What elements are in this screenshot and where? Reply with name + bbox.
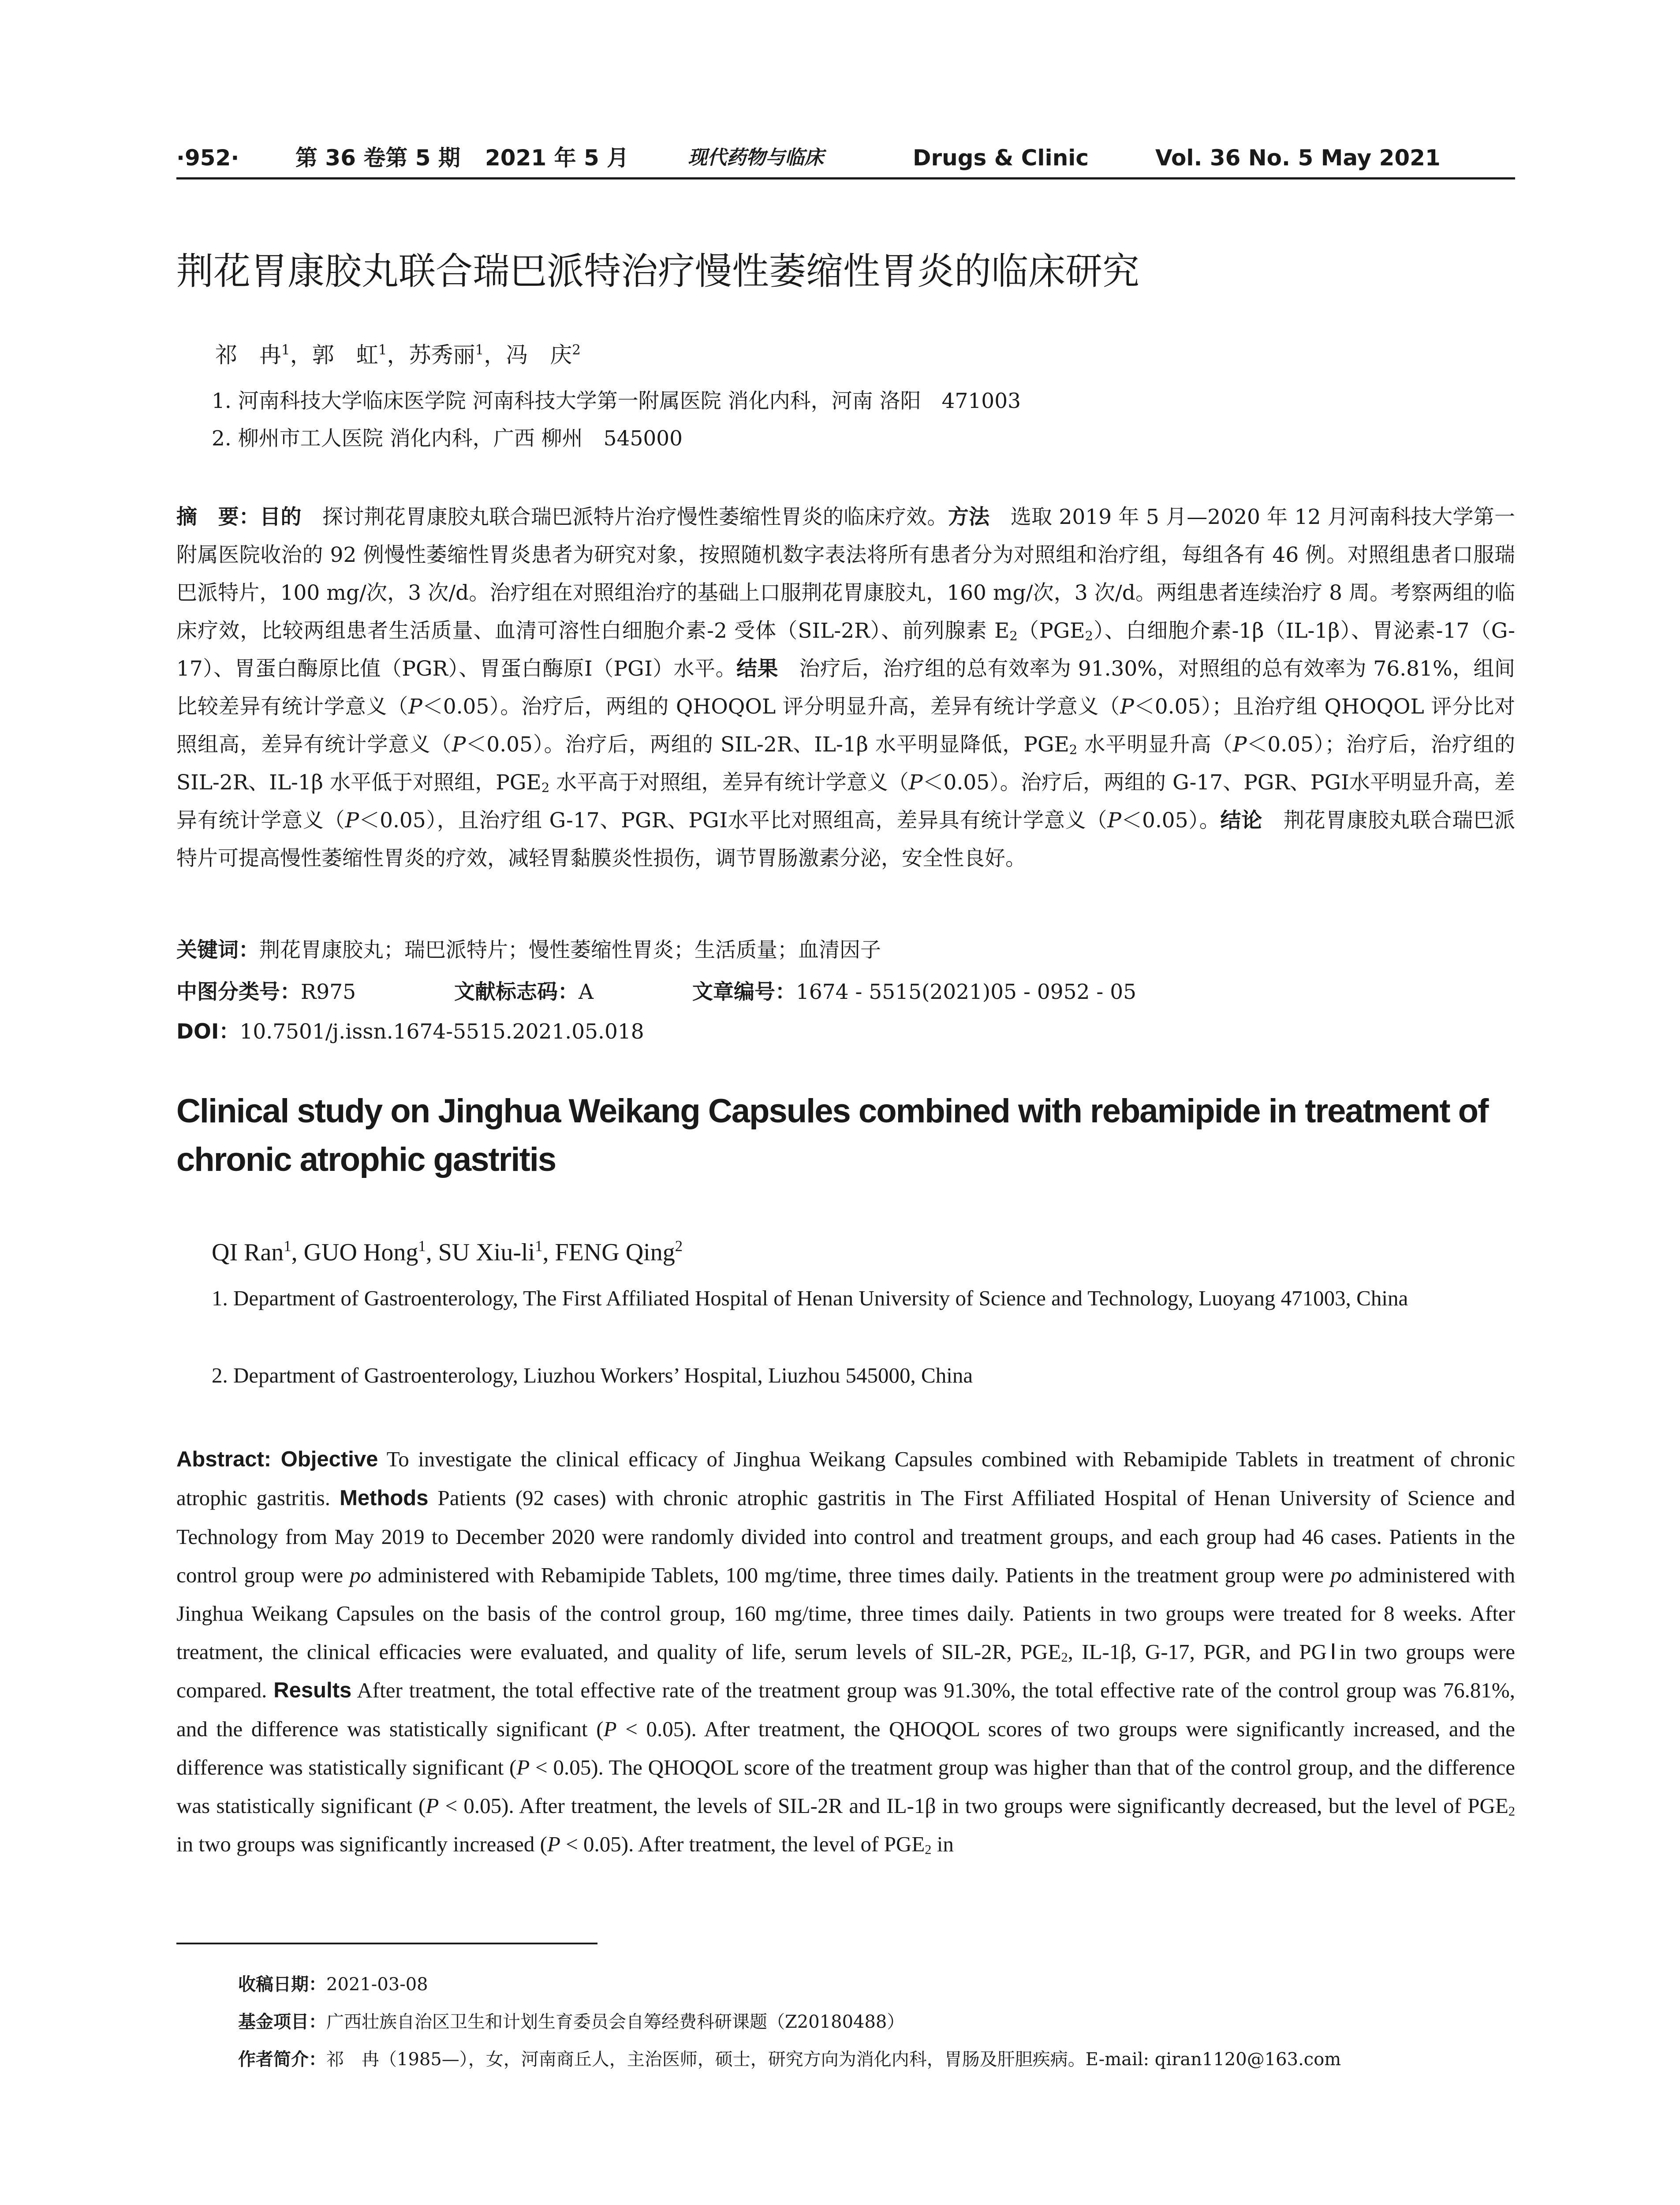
p-value-symbol: P (426, 1794, 439, 1818)
results-text: < 0.05). After treatment, the level of PGE (560, 1832, 925, 1856)
header-volume-en: Vol. 36 No. 5 May 2021 (1155, 145, 1441, 171)
footnote-fund (238, 2004, 904, 2040)
title-en: Clinical study on Jinghua Weikang Capsules combined with rebamipide in treatment of chronic atrophic gastritis (176, 1092, 1488, 1178)
author-affil-mark: 2 (572, 342, 581, 358)
results-text: 水平明显升高（ (1077, 733, 1233, 757)
results-text: in two groups was significantly increased ( (176, 1832, 547, 1856)
title-cn: 荆花胃康胶丸联合瑞巴派特治疗慢性萎缩性胃炎的临床研究 (176, 250, 1140, 293)
header-journal-en: Drugs & Clinic (913, 145, 1089, 171)
methods-text: administered with Rebamipide Tablets, 100 mg/time, three times daily. Patients in the treatment group were (371, 1563, 1331, 1587)
author-affil-mark: 1 (281, 342, 290, 358)
results-text: ＜0.05）。治疗后，两组的 G-17、PGR、PGⅠ水平明显升高，差异有统计学意义（ (176, 770, 1515, 833)
results-text: ＜0.05）；且治疗组 QHOQOL 评分比对照组高，差异有统计学意义（ (176, 695, 1516, 757)
author-name: ，苏秀丽 (387, 342, 475, 368)
clc-value: R975 (301, 980, 356, 1004)
p-value-symbol: P (1232, 733, 1247, 757)
results-text: < 0.05). The QHOQOL score of the treatment group was higher than that of the control group, and the difference was statistically significant ( (176, 1755, 1515, 1818)
p-value-symbol: P (908, 770, 923, 795)
subscript: 2 (1069, 742, 1078, 757)
results-text: < 0.05). After treatment, the QHOQOL scores of two groups were significantly increased, and the difference was statistically significant ( (176, 1717, 1515, 1779)
affiliation-en-2: 2. Department of Gastroenterology, Liuzhou Workers’ Hospital, Liuzhou 545000, China (212, 1363, 973, 1387)
results-text: 水平高于对照组，差异有统计学意义（ (549, 770, 909, 795)
results-text: < 0.05). After treatment, the levels of SIL-2R and IL-1β in two groups were significantly decreased, but the level of PGE (439, 1794, 1508, 1818)
author-affil-mark: 1 (284, 1237, 291, 1255)
authors-cn (215, 337, 581, 373)
header-rule (176, 177, 1515, 179)
p-value-symbol: P (603, 1717, 617, 1741)
conclusion-label: 结论 (1220, 808, 1263, 833)
results-text: ＜0.05）。 (1121, 808, 1221, 833)
subscript: 2 (1508, 1804, 1515, 1819)
clc-label: 中图分类号： (176, 980, 301, 1004)
doi-label: DOI： (176, 1020, 240, 1044)
p-value-symbol: P (1120, 695, 1134, 719)
doi-line (176, 1014, 644, 1050)
per-os-term: po (349, 1563, 371, 1587)
methods-label: Methods (340, 1486, 429, 1510)
affiliation-cn-2: 2. 柳州市工人医院 消化内科，广西 柳州 545000 (212, 426, 683, 451)
results-text: ＜0.05），且治疗组 G-17、PGR、PGⅠ水平比对照组高，差异具有统计学意义（ (359, 808, 1108, 833)
results-text: ＜0.05）；治疗后，治疗组的 SIL-2R、IL-1β 水平低于对照组，PGE (176, 733, 1515, 795)
author-affil-mark: 2 (675, 1237, 683, 1255)
methods-text: （PGE (1017, 619, 1085, 643)
methods-text: , IL-1β, G-17, PGR, and PGⅠin two groups were compared. (176, 1640, 1515, 1702)
affiliation-cn-1: 1. 河南科技大学临床医学院 河南科技大学第一附属医院 消化内科，河南 洛阳 471003 (212, 389, 1021, 413)
header-date-cn: 2021 年 5 月 (485, 145, 629, 171)
doc-code-value: A (579, 980, 594, 1004)
author-affil-mark: 1 (475, 342, 484, 358)
abstract-en (176, 1440, 1515, 1863)
classification-line (176, 975, 356, 1010)
objective-label: Objective (280, 1447, 378, 1471)
author-bio: 祁 冉（1985—），女，河南商丘人，主治医师，硕士，研究方向为消化内科，胃肠及肝胆疾病。E-mail: qiran1120@163.com (326, 2049, 1341, 2070)
keywords-cn (176, 933, 881, 968)
keywords-label: 关键词： (176, 938, 259, 962)
author-affil-mark: 1 (378, 342, 387, 358)
author-name: , GUO Hong (291, 1239, 418, 1266)
objective-label: 目的 (260, 505, 302, 529)
fund-label: 基金项目： (238, 2012, 326, 2032)
objective-text: 探讨荆花胃康胶丸联合瑞巴派特片治疗慢性萎缩性胃炎的临床疗效。 (301, 505, 948, 529)
subscript: 2 (925, 1842, 932, 1857)
methods-text: Patients (92 cases) with chronic atrophic gastritis in The First Affiliated Hospital of Henan University of Science and Technology from May 2019 to December 2020 were randomly divided into control and treatment groups, and each group had 46 cases. Patients in the control group were (176, 1486, 1515, 1587)
document-code (454, 975, 594, 1010)
p-value-symbol: P (516, 1755, 530, 1779)
article-number-label: 文章编号： (692, 980, 796, 1004)
results-text: ＜0.05）。治疗后，两组的 SIL-2R、IL-1β 水平明显降低，PGE (466, 733, 1069, 757)
article-number (692, 975, 1136, 1010)
article-number-value: 1674 - 5515(2021)05 - 0952 - 05 (796, 980, 1137, 1004)
footnote-rule (176, 1943, 597, 1944)
affiliation-en-1: 1. Department of Gastroenterology, The First Affiliated Hospital of Henan University of Science and Technology, Luoyang 471003, China (212, 1286, 1408, 1310)
author-name: ，冯 庆 (484, 342, 572, 368)
methods-text: administered with Jinghua Weikang Capsules on the basis of the control group, 160 mg/time, three times daily. Patients in two groups were treated for 8 weeks. After treatment, the clinical efficacies were evaluated, and quality of life, serum levels of SIL-2R, PGE (176, 1563, 1516, 1664)
subscript: 2 (1085, 628, 1094, 643)
author-affil-mark: 1 (418, 1237, 426, 1255)
objective-text: To investigate the clinical efficacy of Jinghua Weikang Capsules combined with Rebamipide Tablets in treatment of chronic atrophic gastritis. (176, 1447, 1515, 1510)
fund-value: 广西壮族自治区卫生和计划生育委员会自筹经费科研课题（Z20180488） (326, 2012, 905, 2032)
doc-code-label: 文献标志码： (454, 980, 579, 1004)
author-bio-label: 作者简介： (238, 2049, 326, 2070)
results-label: Results (273, 1678, 352, 1702)
author-name: 祁 冉 (215, 342, 281, 368)
author-affil-mark: 1 (535, 1237, 543, 1255)
results-text: ＜0.05）。治疗后，两组的 QHOQOL 评分明显升高，差异有统计学意义（ (422, 695, 1120, 719)
doi-value[interactable]: 10.7501/j.issn.1674-5515.2021.05.018 (239, 1020, 644, 1044)
methods-text: ）、白细胞介素-1β（IL-1β）、胃泌素-17（G-17）、胃蛋白酶原比值（PGR）、胃蛋白酶原Ⅰ（PGⅠ）水平。 (176, 619, 1515, 681)
abstract-label: 摘 要： (176, 505, 260, 529)
received-label: 收稿日期： (238, 1974, 326, 1995)
p-value-symbol: P (452, 733, 466, 757)
subscript: 2 (1009, 628, 1018, 643)
author-name: QI Ran (212, 1239, 284, 1266)
author-name: , FENG Qing (542, 1239, 675, 1266)
p-value-symbol: P (547, 1832, 560, 1856)
author-name: , SU Xiu-li (426, 1239, 535, 1266)
page-number: ·952· (176, 145, 239, 171)
authors-en (212, 1235, 683, 1270)
p-value-symbol: P (1107, 808, 1121, 833)
methods-text: 选取 2019 年 5 月—2020 年 12 月河南科技大学第一附属医院收治的 92 例慢性萎缩性胃炎患者为研究对象，按照随机数字表法将所有患者分为对照组和治疗组，每组各有 46 例。对照组患者口服瑞巴派特片，100 mg/次，3 次/d。治疗组在对照组治疗的基础上口服荆花胃康胶丸，160 mg/次，3 次/d。两组患者连续治疗 8 周。考察两组的临床疗效，比较两组患者生活质量、血清可溶性白细胞介素-2 受体（SIL-2R）、前列腺素 E (176, 505, 1516, 643)
header-journal-cn: 现代药物与临床 (688, 146, 824, 169)
author-name: ，郭 虹 (290, 342, 378, 368)
methods-label: 方法 (948, 505, 990, 529)
results-label: 结果 (736, 657, 778, 681)
results-text: in (931, 1832, 954, 1856)
conclusion-text: 荆花胃康胶丸联合瑞巴派特片可提高慢性萎缩性胃炎的疗效，减轻胃黏膜炎性损伤，调节胃肠激素分泌，安全性良好。 (176, 808, 1516, 871)
received-date: 2021-03-08 (326, 1974, 428, 1995)
footnote-received (238, 1967, 428, 2002)
header-volume-cn: 第 36 卷第 5 期 (295, 145, 460, 171)
subscript: 2 (541, 780, 550, 795)
subscript: 2 (1061, 1650, 1068, 1665)
keywords-value: 荆花胃康胶丸；瑞巴派特片；慢性萎缩性胃炎；生活质量；血清因子 (259, 938, 881, 962)
p-value-symbol: P (408, 695, 422, 719)
abstract-label: Abstract: (176, 1447, 281, 1471)
p-value-symbol: P (345, 808, 359, 833)
per-os-term: po (1330, 1563, 1352, 1587)
abstract-cn (176, 498, 1515, 878)
results-text: After treatment, the total effective rate of the treatment group was 91.30%, the total effective rate of the control group was 76.81%, and the difference was statistically significant ( (176, 1678, 1515, 1741)
footnote-author (238, 2042, 1341, 2077)
results-text: 治疗后，治疗组的总有效率为 91.30%，对照组的总有效率为 76.81%，组间比较差异有统计学意义（ (176, 657, 1515, 719)
